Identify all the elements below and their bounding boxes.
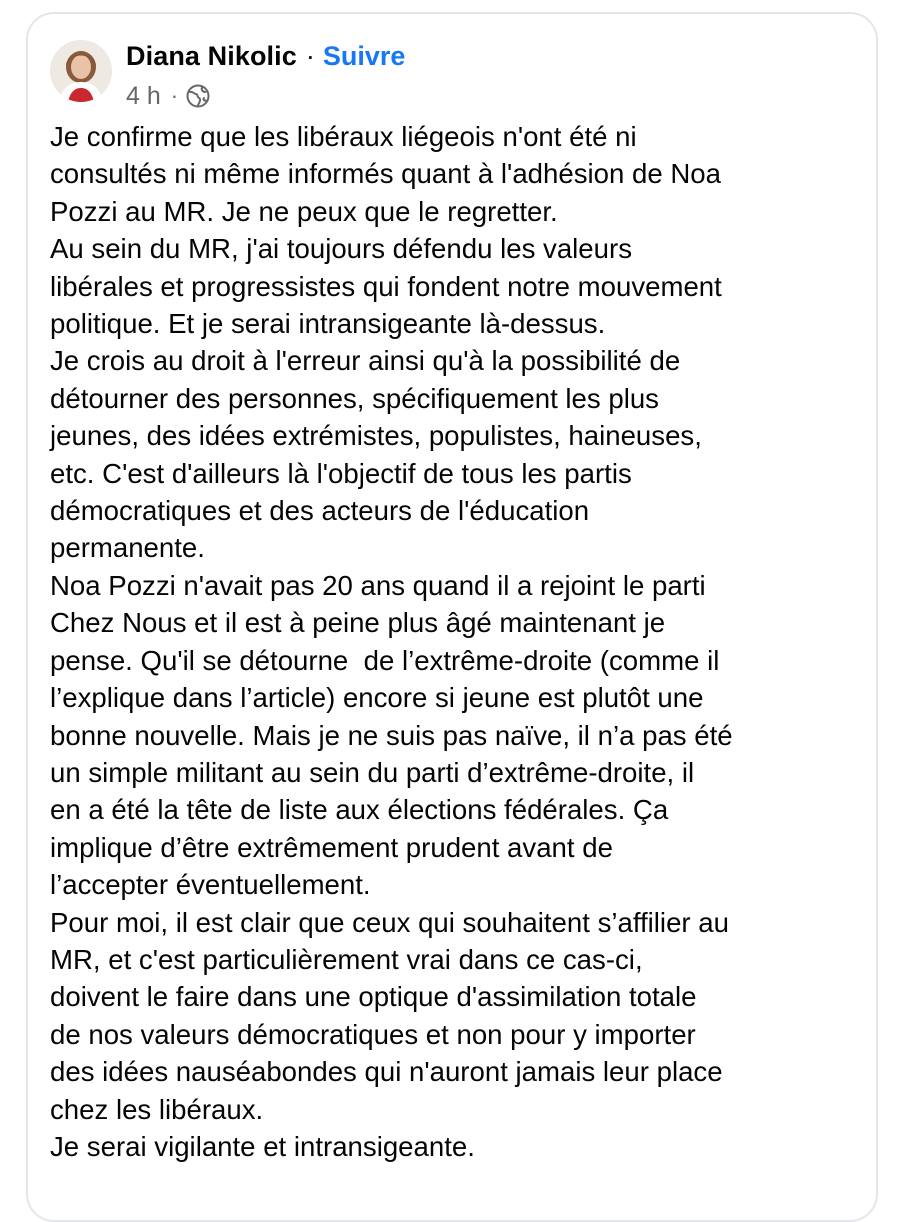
- author-name[interactable]: Diana Nikolic: [126, 40, 297, 71]
- post-timestamp[interactable]: 4 h: [126, 81, 161, 110]
- author-avatar[interactable]: [50, 40, 112, 102]
- follow-button[interactable]: Suivre: [322, 40, 406, 71]
- post-text-line: Pozzi au MR. Je ne peux que le regretter.: [50, 195, 558, 227]
- post-text-line: des idées nauséabondes qui n'auront jamais leur place: [50, 1056, 723, 1088]
- post-text-line: libérales et progressistes qui fondent notre mouvement: [50, 270, 722, 302]
- post-text-line: bonne nouvelle. Mais je ne suis pas naïve, il n’a pas été: [50, 719, 733, 751]
- globe-icon-glyph: [186, 84, 210, 108]
- post-text-line: l’explique dans l’article) encore si jeune est plutôt une: [50, 682, 704, 714]
- post-text: [50, 118, 865, 1165]
- post-text-line: permanente.: [50, 532, 205, 564]
- post-text-line: jeunes, des idées extrémistes, populistes, haineuses,: [50, 420, 702, 452]
- avatar-photo-icon: [50, 40, 112, 102]
- post-text-line: chez les libéraux.: [50, 1093, 264, 1125]
- post-text-line: l’accepter éventuellement.: [50, 869, 371, 901]
- post-text-line: politique. Et je serai intransigeante là-dessus.: [50, 308, 606, 340]
- post-text-line: un simple militant au sein du parti d’extrême-droite, il: [50, 756, 695, 788]
- post-header: [50, 34, 850, 114]
- post-text-line: pense. Qu'il se détourne de l’extrême-droite (comme il: [50, 644, 720, 676]
- post-meta: [126, 78, 210, 114]
- globe-icon[interactable]: [186, 84, 210, 108]
- post-text-line: Chez Nous et il est à peine plus âgé maintenant je: [50, 607, 666, 639]
- post-text-line: Je confirme que les libéraux liégeois n'ont été ni: [50, 121, 637, 152]
- post-text-line: de nos valeurs démocratiques et non pour y importer: [50, 1018, 696, 1050]
- post-text-line: Pour moi, il est clair que ceux qui souhaitent s’affilier au: [50, 906, 729, 938]
- post-text-line: Je crois au droit à l'erreur ainsi qu'à la possibilité de: [50, 345, 681, 377]
- author-row: [126, 34, 405, 78]
- post-text-line: etc. C'est d'ailleurs là l'objectif de tous les partis: [50, 457, 632, 489]
- name-separator: ·: [305, 40, 315, 71]
- post-text-line: détourner des personnes, spécifiquement les plus: [50, 382, 659, 414]
- post-text-line: en a été la tête de liste aux élections fédérales. Ça: [50, 794, 669, 826]
- post-text-line: démocratiques et des acteurs de l'éducation: [50, 495, 590, 527]
- post-text-line: MR, et c'est particulièrement vrai dans ce cas-ci,: [50, 943, 643, 975]
- post-text-line: Au sein du MR, j'ai toujours défendu les valeurs: [50, 233, 632, 265]
- post-text-line: Je serai vigilante et intransigeante.: [50, 1130, 475, 1162]
- post-text-line: doivent le faire dans une optique d'assimilation totale: [50, 981, 697, 1013]
- meta-separator: ·: [170, 83, 179, 108]
- post-text-line: implique d’être extrêmement prudent avant de: [50, 831, 613, 863]
- post-text-line: consultés ni même informés quant à l'adhésion de Noa: [50, 158, 721, 190]
- post-text-line: Noa Pozzi n'avait pas 20 ans quand il a rejoint le parti: [50, 569, 706, 601]
